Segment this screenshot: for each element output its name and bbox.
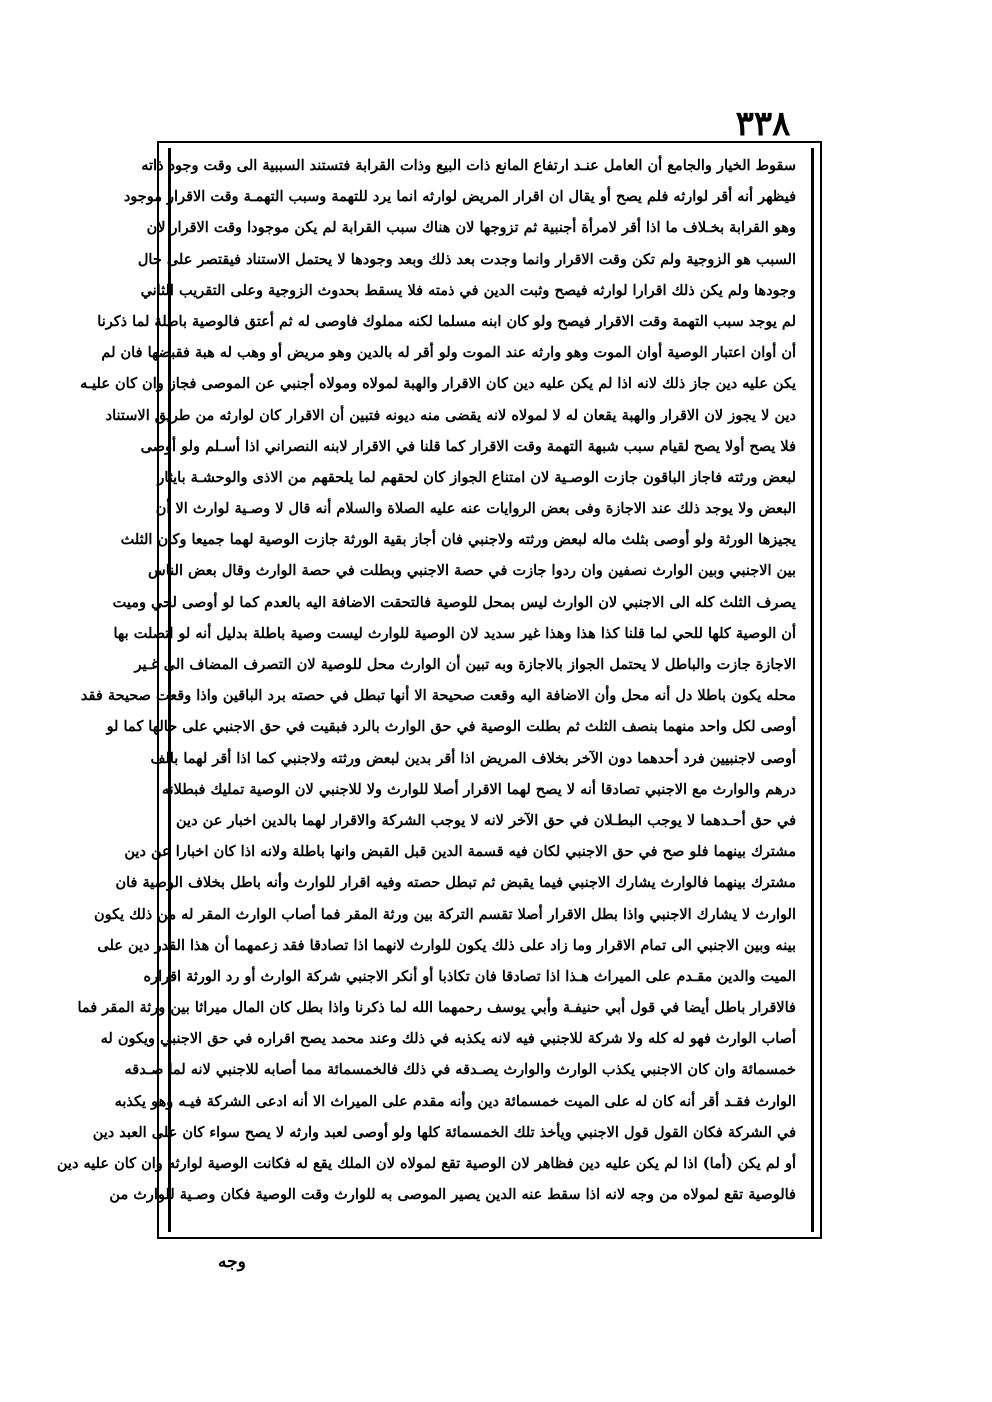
text-line: يصرف الثلث كله الى الاجنبي لان الوارث ليس بمحل للوصية فالتحقت الاضافة اليه بالعدم كما لو أوصى لحي وميت: [112, 593, 796, 611]
text-line: خمسمائة وان كان الاجنبي يكذب الوارث والوارث يصـدقه في ذلك فالخمسمائة مما أصابه للاجنبي لانه لما صـدقه: [124, 1061, 796, 1079]
text-line: الوارث لا يشارك الاجنبي واذا بطل الاقرار أصلا تقسم التركة بين ورثة المقر فما أصاب الوارث المقر له من ذلك يكون: [93, 905, 796, 923]
text-line: أو لم يكن (أما) اذا لم يكن عليه دين فظاهر لان الوصية تقع لمولاه لان الملك يقع له فكانت الوصية لوارثه وان كان عليه دين: [56, 1155, 796, 1172]
text-line: الاجازة جازت والباطل لا يحتمل الجواز بالاجازة وبه تبين أن الوارث محل للوصية لان التصرف المضاف الى غـير: [134, 656, 796, 673]
text-line: الوارث فقـد أقر أنه كان له على الميت خمسمائة دين وأنه مقدم على الميراث الا أنه ادعى الشركة فيـه وهو يكذبه: [114, 1092, 796, 1110]
text-line: وهو القرابة بخـلاف ما اذا أقر لامرأة أجنبية ثم تزوجها لان هناك سبب القرابة لم يكن موجودا وقت الاقرار لان: [146, 219, 796, 237]
text-line: مشترك بينهما فلو صح في حق الاجنبي لكان فيه قسمة الدين قبل القبض وانها باطلة ولانه اذا كان اخبارا عن دين: [124, 843, 796, 861]
text-line: وجودها ولم يكن ذلك اقرارا لوارثه فيصح وثبت الدين في ذمته فلا يسقط بحدوث الزوجية وعلى التقريب الثاني: [140, 281, 796, 299]
text-line: لبعض ورثته فاجاز الباقون جازت الوصـية لان امتناع الجواز كان لحقهم لما يلحقهم من الاذى والوحشـة بايثار: [157, 468, 796, 486]
text-line: بينه وبين الاجنبي الى تمام الاقرار وما زاد على ذلك يكون للوارث لانهما اذا تصادقا فقد زعمهما أن هذا القدر دين على: [97, 936, 796, 954]
text-line: فلا يصح أولا يصح لقيام سبب شبهة التهمة وقت الاقرار كما قلنا في الاقرار لابنه النصراني اذا أسـلم ولو أوصى: [140, 437, 796, 455]
text-line: الميت والدين مقـدم على الميراث هـذا اذا تصادقا فان تكاذبا أو أنكر الاجنبي شركة الوارث أو رد الورثة اقراره: [143, 967, 796, 985]
text-line: السبب هو الزوجية ولم تكن وقت الاقرار وانما وجدت بعد ذلك وبعد وجودها لا يحتمل الاستناد فيقتصر على حال: [137, 250, 796, 268]
text-line: أوصى لاجنبيين فرد أحدهما دون الآخر بخلاف المريض اذا أقر بدين لبعض ورثته ولاجنبي كما اذا أقر لهما بالف: [150, 749, 796, 767]
text-line: درهم والوارث مع الاجنبي تصادقا أنه لا يصح لهما الاقرار أصلا للوارث ولا للاجنبي لان الوصية تمليك فبطلانه: [161, 780, 796, 798]
text-line: في الشركة فكان القول قول الاجنبي ويأخذ تلك الخمسمائة كلها ولو أوصى لعبد وارثه لا يصح سواء كان على العبد دين: [92, 1123, 796, 1141]
text-line: أن أوان اعتبار الوصية أوان الموت وهو وارثه عند الموت ولو أقر له بالدين وهو مريض أو وهب له هبة فقبضها فان لم: [101, 344, 796, 362]
text-line: فالاقرار باطل أيضا في قول أبي حنيفـة وأبي يوسف رحمهما الله لما ذكرنا واذا بطل كان المال ميراثا بين ورثة المقر فما: [77, 999, 796, 1017]
text-line: لم يوجد سبب التهمة وقت الاقرار فيصح ولو كان ابنه مسلما لكنه مملوك فاوصى له ثم أعتق فالوصية باطلة لما ذكرنا: [97, 312, 796, 330]
text-line: فيظهر أنه أقر لوارثه فلم يصح أو يقال ان اقرار المريض لوارثه انما يرد للتهمة وسبب التهمـة وقت الاقرار موجود: [123, 188, 796, 206]
text-line: يكن عليه دين جاز ذلك لانه اذا لم يكن عليه دين كان الاقرار والهبة لمولاه ومولاه أجنبي عن الموصى فجاز وان كان عليـه: [80, 375, 796, 393]
text-line: يجيزها الورثة ولو أوصى بثلث ماله لبعض ورثته ولاجنبي فان أجاز بقية الورثة جازت الوصية لهما جميعا وكان الثلث: [120, 531, 796, 549]
main-text-block: [56, 150, 796, 1230]
text-line: أن الوصية كلها للحي لما قلنا كذا هذا وهذا غير سديد لان الوصية للوارث ليست وصية باطلة بدليل أنه لو اتصلت بها: [113, 624, 796, 642]
text-line: أوصى لكل واحد منهما بنصف الثلث ثم بطلت الوصية في حق الوارث بالرد فبقيت في حق الاجنبي على حالها كما لو: [106, 718, 796, 736]
text-line: في حق أحـدهما لا يوجب البطـلان في حق الآخر لانه لا يوجب الشركة والاقرار لهما بالدين اخبار عن دين: [176, 811, 796, 829]
text-line: محله يكون باطلا دل أنه محل وأن الاضافة اليه وقعت صحيحة الا أنها تبطل في حصته برد الباقين واذا وقعت صحيحة فقد: [80, 687, 796, 705]
text-line: مشترك بينهما فالوارث يشارك الاجنبي فيما يقبض ثم تبطل حصته وفيه اقرار للوارث وأنه باطل بخلاف الوصية فان: [115, 874, 796, 892]
text-line: فالوصية تقع لمولاه من وجه لانه اذا سقط عنه الدين يصير الموصى به للوارث وقت الوصية فكان وصـية للوارث من: [109, 1186, 796, 1204]
text-line: سقوط الخيار والجامع أن العامل عنـد ارتفاع المانع ذات البيع وذات القرابة فتستند السببية الى وقت وجود ذاته: [141, 157, 796, 174]
catchword: وجه: [218, 1252, 246, 1272]
text-line: أصاب الوارث فهو له كله ولا شركة للاجنبي فيه لانه يكذبه في ذلك وعند محمد يصح اقراره في حق الاجنبي ويكون له: [100, 1030, 796, 1048]
page-number: ٣٣٨: [735, 104, 791, 144]
text-line: البعض ولا يوجد ذلك عند الاجازة وفى بعض الروايات عنه عليه الصلاة والسلام أنه قال لا وصـية لوارث الا أن: [155, 500, 796, 518]
text-line: بين الاجنبي وبين الوارث نصفين وان ردوا جازت في حصة الاجنبي وبطلت في حصة الوارث وقال بعض الناس: [148, 562, 796, 580]
text-line: دين لا يجوز لان الاقرار والهبة يقعان له لا لمولاه لانه يقضى منه ديونه فتبين أن الاقرار كان لوارثه من طريق الاستناد: [105, 406, 796, 424]
